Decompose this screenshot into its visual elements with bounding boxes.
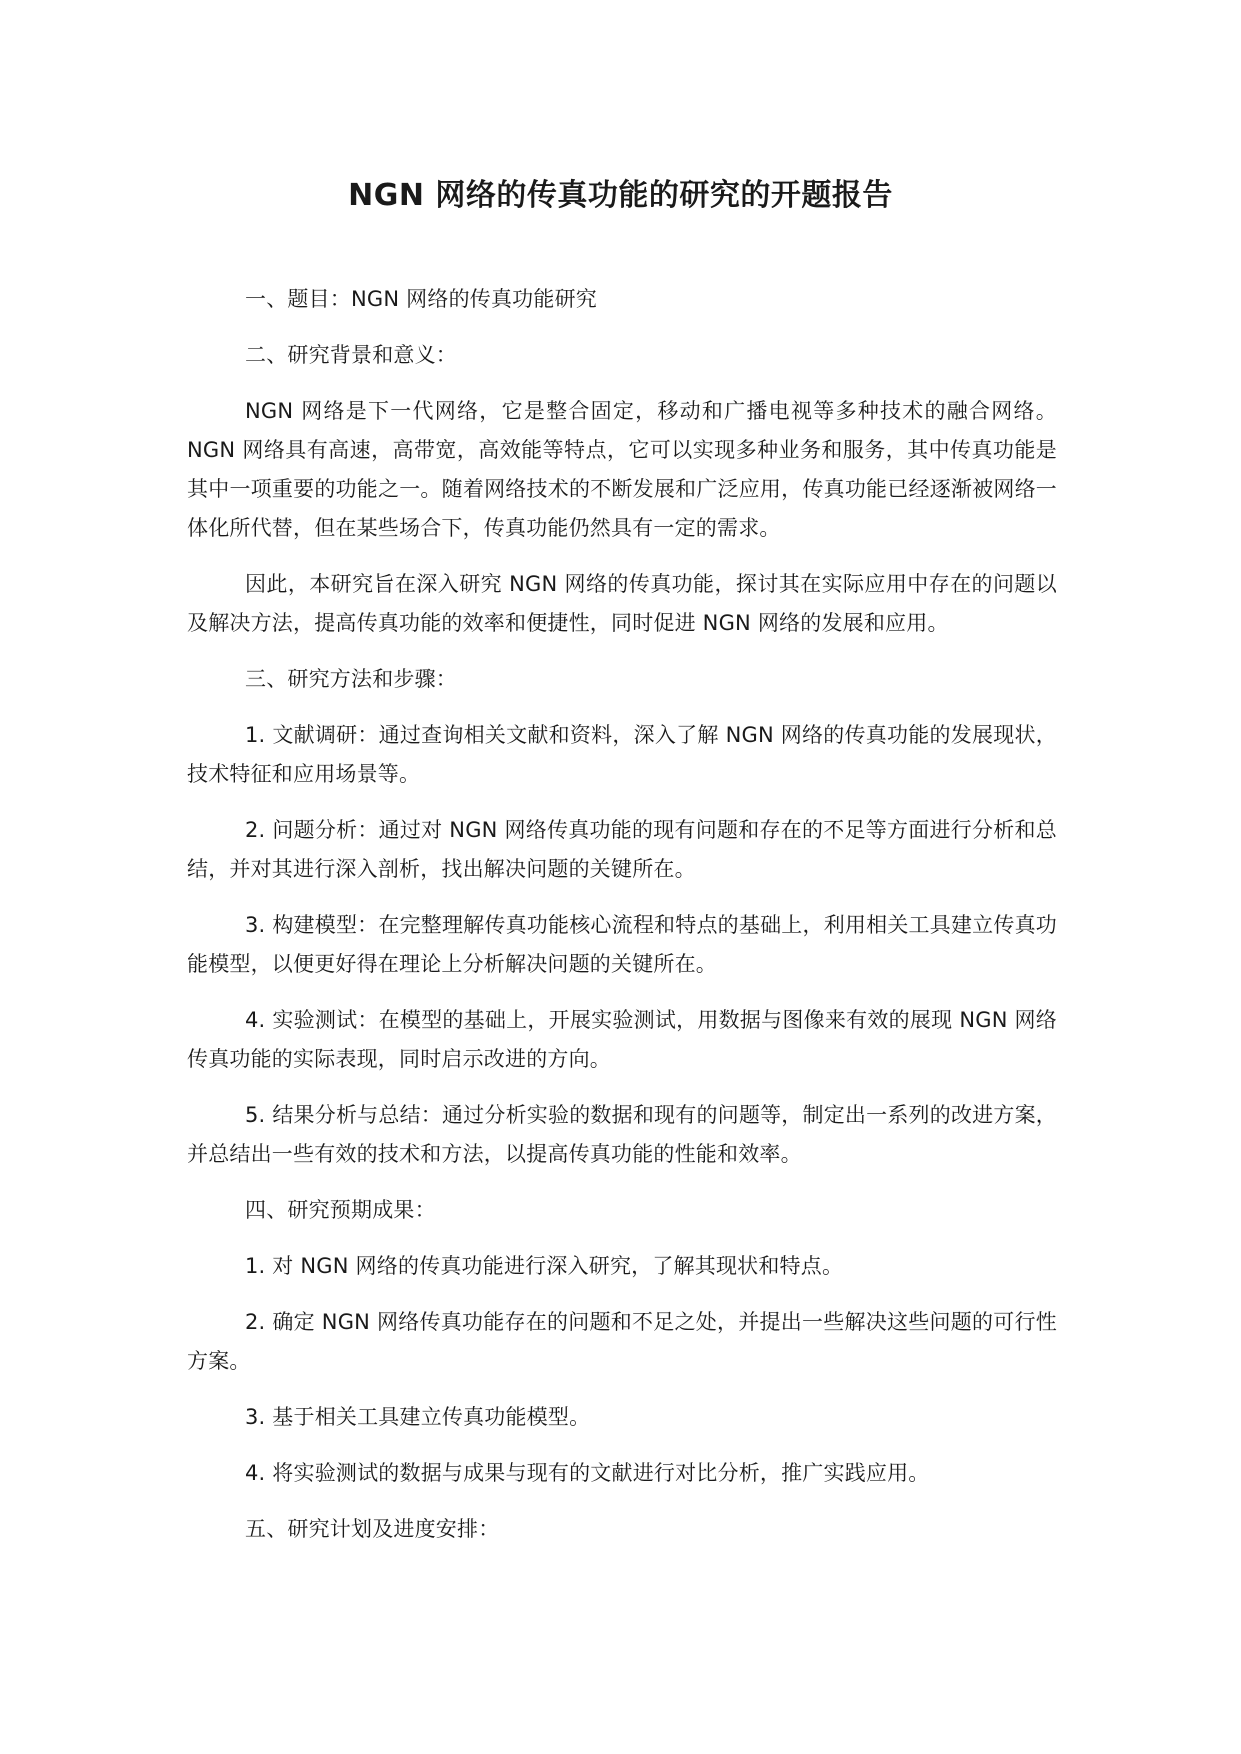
section-heading-outcomes: 四、研究预期成果： (245, 1198, 436, 1222)
list-item-method-3: 3. 构建模型：在完整理解传真功能核心流程和特点的基础上，利用相关工具建立传真功能模型，以便更好得在理论上分析解决问题的关键所在。 (187, 913, 1057, 976)
section-heading-topic: 一、题目：NGN 网络的传真功能研究 (245, 287, 597, 311)
list-item-method-5: 5. 结果分析与总结：通过分析实验的数据和现有的问题等，制定出一系列的改进方案，并总结出一些有效的技术和方法，以提高传真功能的性能和效率。 (187, 1103, 1057, 1166)
list-item-method-4: 4. 实验测试：在模型的基础上，开展实验测试，用数据与图像来有效的展现 NGN 网络传真功能的实际表现，同时启示改进的方向。 (187, 1008, 1057, 1071)
document-title: NGN 网络的传真功能的研究的开题报告 (348, 178, 893, 213)
list-item-outcome-2: 2. 确定 NGN 网络传真功能存在的问题和不足之处，并提出一些解决这些问题的可行性方案。 (187, 1310, 1057, 1373)
list-item-outcome-3: 3. 基于相关工具建立传真功能模型。 (245, 1405, 591, 1429)
list-item-method-2: 2. 问题分析：通过对 NGN 网络传真功能的现有问题和存在的不足等方面进行分析和总结，并对其进行深入剖析，找出解决问题的关键所在。 (187, 818, 1057, 881)
paragraph-background: NGN 网络是下一代网络，它是整合固定，移动和广播电视等多种技术的融合网络。NGN 网络具有高速，高带宽，高效能等特点，它可以实现多种业务和服务，其中传真功能是其中一项重要的功能之一。随着网络技术的不断发展和广泛应用，传真功能已经逐渐被网络一体化所代替，但在某些场合下，传真功能仍然具有一定的需求。 (187, 399, 1057, 540)
paragraph-purpose: 因此，本研究旨在深入研究 NGN 网络的传真功能，探讨其在实际应用中存在的问题以及解决方法，提高传真功能的效率和便捷性，同时促进 NGN 网络的发展和应用。 (187, 572, 1057, 635)
section-heading-background: 二、研究背景和意义： (245, 343, 457, 367)
list-item-outcome-1: 1. 对 NGN 网络的传真功能进行深入研究，了解其现状和特点。 (245, 1254, 844, 1278)
list-item-method-1: 1. 文献调研：通过查询相关文献和资料，深入了解 NGN 网络的传真功能的发展现状，技术特征和应用场景等。 (187, 723, 1057, 786)
list-item-outcome-4: 4. 将实验测试的数据与成果与现有的文献进行对比分析，推广实践应用。 (245, 1461, 930, 1485)
document-body (187, 280, 1057, 1566)
section-heading-schedule: 五、研究计划及进度安排： (245, 1517, 500, 1541)
section-heading-methods: 三、研究方法和步骤： (245, 667, 457, 691)
